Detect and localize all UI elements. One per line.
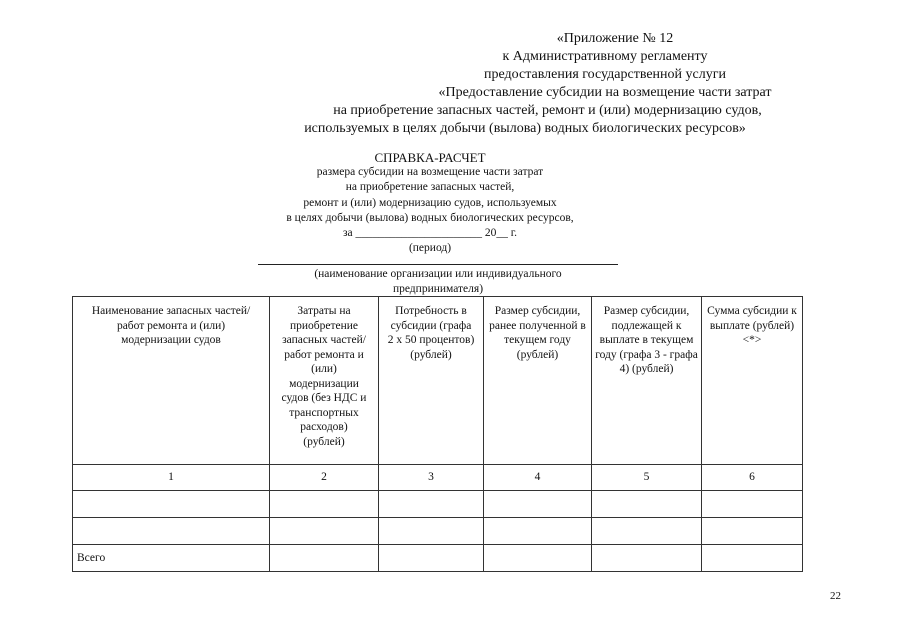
table-cell	[702, 545, 803, 572]
organization-underline	[258, 264, 618, 265]
table-cell	[73, 491, 270, 518]
table-cell	[484, 518, 592, 545]
organization-caption-line: (наименование организации или индивидуального	[314, 268, 562, 280]
column-header: Сумма субсидии к выплате (рублей) <*>	[702, 297, 803, 465]
table-cell	[270, 518, 379, 545]
table-cell	[592, 518, 702, 545]
organization-caption	[258, 267, 618, 296]
title-line: размера субсидии на возмещение части затрат	[316, 166, 544, 179]
column-numbers-row	[73, 465, 803, 491]
column-header: Размер субсидии, ранее полученной в текущем году (рублей)	[484, 297, 592, 465]
subsidy-table	[72, 296, 803, 572]
title-heading: СПРАВКА-РАСЧЕТ	[374, 150, 486, 165]
appendix-line: на приобретение запасных частей, ремонт и (или) модернизацию судов,	[333, 103, 762, 118]
appendix-header	[280, 30, 905, 138]
appendix-line: предоставления государственной услуги	[484, 67, 726, 82]
column-header: Затраты на приобретение запасных частей/работ ремонта и (или) модернизации судов (без НДС и транспортных расходов) (рублей)	[270, 297, 379, 465]
page-number: 22	[830, 590, 841, 602]
period-caption: (период)	[408, 242, 452, 255]
column-header: Размер субсидии, подлежащей к выплате в текущем году (графа 3 - графа 4) (рублей)	[592, 297, 702, 465]
appendix-line: используемых в целях добычи (вылова) водных биологических ресурсов»	[304, 121, 746, 136]
total-row	[73, 545, 803, 572]
column-number: 5	[592, 465, 702, 491]
table-header-row	[73, 297, 803, 465]
document-title	[230, 150, 630, 256]
table-cell	[379, 518, 484, 545]
organization-caption-line: предпринимателя)	[392, 282, 484, 295]
column-number: 1	[73, 465, 270, 491]
appendix-line: «Предоставление субсидии на возмещение части затрат	[438, 85, 772, 100]
table-cell	[702, 491, 803, 518]
column-number: 6	[702, 465, 803, 491]
total-label: Всего	[73, 545, 270, 572]
title-line: в целях добычи (вылова) водных биологических ресурсов,	[286, 211, 574, 224]
table-cell	[484, 545, 592, 572]
column-number: 3	[379, 465, 484, 491]
title-line: ремонт и (или) модернизацию судов, используемых	[303, 196, 557, 209]
table-row	[73, 518, 803, 545]
column-number: 2	[270, 465, 379, 491]
table-cell	[270, 491, 379, 518]
appendix-line: к Административному регламенту	[502, 49, 708, 64]
column-header: Потребность в субсидии (графа 2 x 50 процентов) (рублей)	[379, 297, 484, 465]
table-row	[73, 491, 803, 518]
table-cell	[379, 491, 484, 518]
table-cell	[484, 491, 592, 518]
table-cell	[592, 491, 702, 518]
column-number: 4	[484, 465, 592, 491]
table-cell	[270, 545, 379, 572]
appendix-line: «Приложение № 12	[556, 31, 674, 46]
column-header: Наименование запасных частей/работ ремонта и (или) модернизации судов	[73, 297, 270, 465]
table-cell	[73, 518, 270, 545]
table-cell	[592, 545, 702, 572]
table-cell	[702, 518, 803, 545]
period-line: за ______________________ 20__ г.	[342, 227, 518, 240]
table-cell	[379, 545, 484, 572]
title-line: на приобретение запасных частей,	[345, 181, 515, 194]
